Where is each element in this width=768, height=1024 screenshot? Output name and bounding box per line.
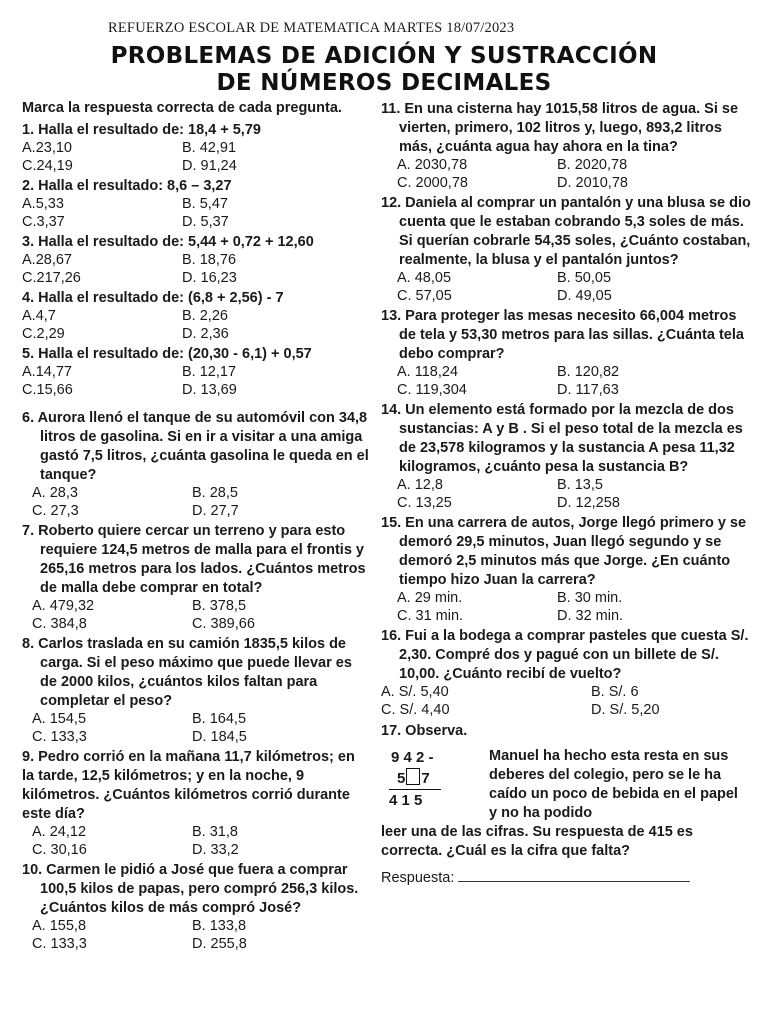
option-c[interactable]: C. S/. 4,40: [381, 701, 450, 718]
option-a[interactable]: A. 48,05: [397, 270, 452, 286]
answer-row: [381, 869, 690, 886]
option-b[interactable]: B. 18,76: [182, 252, 237, 268]
option-d[interactable]: C. 389,66: [192, 615, 255, 632]
question-3: 3. Halla el resultado de: 5,44 + 0,72 + 12,60: [22, 234, 314, 250]
missing-digit-box[interactable]: [406, 768, 420, 785]
option-b[interactable]: B. 13,5: [557, 477, 603, 493]
digit-5: 5: [397, 770, 406, 787]
option-c[interactable]: C.217,26: [22, 269, 81, 286]
option-b[interactable]: B. 164,5: [192, 711, 247, 727]
option-a[interactable]: A. 2030,78: [397, 157, 468, 173]
option-c[interactable]: C. 2000,78: [397, 174, 468, 191]
question-14-options: [381, 477, 753, 512]
worksheet-title-line1: PROBLEMAS DE ADICIÓN Y SUSTRACCIÓN: [110, 43, 658, 69]
option-a[interactable]: A.14,77: [22, 364, 72, 380]
option-a[interactable]: A.5,33: [22, 196, 64, 212]
option-d[interactable]: D. 117,63: [557, 381, 619, 398]
answer-label: Respuesta:: [381, 870, 455, 886]
difference: 4 1 5: [389, 792, 423, 809]
right-column: [381, 100, 753, 886]
option-c[interactable]: C.2,29: [22, 325, 65, 342]
option-d[interactable]: D. 255,8: [192, 935, 247, 952]
option-d[interactable]: D. 91,24: [182, 157, 237, 174]
worksheet-header: REFUERZO ESCOLAR DE MATEMATICA MARTES 18/07/2023: [108, 20, 515, 36]
question-17-prompt: leer una de las cifras. Su respuesta de 415 es correcta. ¿Cuál es la cifra que falta?: [381, 824, 693, 859]
worksheet-title-line2: DE NÚMEROS DECIMALES: [216, 70, 552, 96]
option-a[interactable]: A. 479,32: [32, 598, 95, 614]
option-b[interactable]: B. 2020,78: [557, 157, 628, 173]
option-b[interactable]: B. 133,8: [192, 918, 247, 934]
question-9-options: [22, 824, 370, 859]
question-11: 11. En una cisterna hay 1015,58 litros de agua. Si se vierten, primero, 102 litros y, luego, 893,2 litros más, ¿cuánta agua hay ahora en la tina?: [381, 101, 739, 155]
question-7-options: [22, 598, 370, 633]
question-1-options: [22, 140, 370, 175]
option-a[interactable]: A. 154,5: [32, 711, 87, 727]
question-6: 6. Aurora llenó el tanque de su automóvil con 34,8 litros de gasolina. Si en ir a visitar a una amiga gastó 7,5 litros, ¿cuánta gasolina le queda en el tanque?: [22, 410, 369, 483]
option-a[interactable]: A. 28,3: [32, 485, 78, 501]
option-d[interactable]: D. S/. 5,20: [591, 701, 660, 718]
option-b[interactable]: B. 5,47: [182, 196, 228, 212]
left-column: [22, 100, 370, 955]
option-a[interactable]: A.4,7: [22, 308, 56, 324]
subtraction-line: [389, 768, 441, 790]
option-d[interactable]: D. 5,37: [182, 213, 229, 230]
digit-7: 7: [421, 770, 430, 787]
option-d[interactable]: D. 13,69: [182, 381, 237, 398]
minuend: 9 4 2 -: [391, 749, 434, 766]
option-d[interactable]: D. 32 min.: [557, 607, 624, 624]
question-1: 1. Halla el resultado de: 18,4 + 5,79: [22, 122, 261, 138]
question-9: 9. Pedro corrió en la mañana 11,7 kilómetros; en la tarde, 12,5 kilómetros; y en la noche, 9 kilómetros. ¿Cuántos kilómetros corrió durante este día?: [22, 749, 355, 822]
subtraction-problem: [381, 747, 481, 811]
option-d[interactable]: D. 184,5: [192, 728, 247, 745]
option-d[interactable]: D. 49,05: [557, 287, 612, 304]
question-15-options: [381, 590, 753, 625]
option-b[interactable]: B. 120,82: [557, 364, 620, 380]
question-17: 17. Observa.: [381, 723, 468, 739]
option-b[interactable]: B. 42,91: [182, 140, 237, 156]
question-16-options: [381, 684, 753, 719]
option-c[interactable]: C. 30,16: [32, 841, 87, 858]
question-2: 2. Halla el resultado: 8,6 – 3,27: [22, 178, 232, 194]
instruction: Marca la respuesta correcta de cada pregunta.: [22, 100, 342, 116]
option-b[interactable]: B. 31,8: [192, 824, 238, 840]
question-13-options: [381, 364, 753, 399]
option-d[interactable]: D. 2,36: [182, 325, 229, 342]
question-17-body: [381, 741, 753, 886]
question-12: 12. Daniela al comprar un pantalón y una blusa se dio cuenta que le estaban cobrando 5,3 soles de más. Si querían cobrarle 54,35 soles, ¿Cuánto costaban, realmente, la blusa y el pantalón juntos?: [381, 195, 751, 268]
question-5-options: [22, 364, 370, 399]
option-c[interactable]: C. 13,25: [397, 494, 452, 511]
option-a[interactable]: A. 29 min.: [397, 590, 463, 606]
question-14: 14. Un elemento está formado por la mezcla de dos sustancias: A y B . Si el peso total de la mezcla es de 23,578 kilogramos y la sustancia A pesa 11,32 kilogramos, ¿cuánto pesa la sustancia B?: [381, 402, 743, 475]
option-c[interactable]: C.3,37: [22, 213, 65, 230]
option-d[interactable]: D. 33,2: [192, 841, 239, 858]
question-17-description: Manuel ha hecho esta resta en sus deberes del colegio, pero se le ha caído un poco de bebida en el papel y no ha podido: [489, 748, 738, 821]
question-5: 5. Halla el resultado de: (20,30 - 6,1) + 0,57: [22, 346, 312, 362]
question-8-options: [22, 711, 370, 746]
option-d[interactable]: D. 16,23: [182, 269, 237, 286]
subtrahend: [381, 768, 481, 790]
question-12-options: [381, 270, 753, 305]
question-11-options: [381, 157, 753, 192]
answer-line[interactable]: [458, 869, 690, 882]
question-10-options: [22, 918, 370, 953]
option-b[interactable]: B. 28,5: [192, 485, 238, 501]
question-13: 13. Para proteger las mesas necesito 66,004 metros de tela y 53,30 metros para las sillas. ¿Cuánta tela debo comprar?: [381, 308, 744, 362]
option-c[interactable]: C. 57,05: [397, 287, 452, 304]
option-a[interactable]: A. 24,12: [32, 824, 87, 840]
option-a[interactable]: A.23,10: [22, 140, 72, 156]
option-b[interactable]: B. 50,05: [557, 270, 612, 286]
option-d[interactable]: D. 2010,78: [557, 174, 628, 191]
option-c[interactable]: C.15,66: [22, 381, 73, 398]
question-16: 16. Fui a la bodega a comprar pasteles que cuesta S/. 2,30. Compré dos y pagué con un billete de S/. 10,00. ¿Cuánto recibí de vuelto?: [381, 628, 749, 682]
option-c[interactable]: C. 31 min.: [397, 607, 464, 624]
option-c[interactable]: C. 27,3: [32, 502, 79, 519]
question-4-options: [22, 308, 370, 343]
option-c[interactable]: C. 384,8: [32, 615, 87, 632]
option-a[interactable]: A.28,67: [22, 252, 72, 268]
question-15: 15. En una carrera de autos, Jorge llegó primero y se demoró 29,5 minutos, Juan llegó segundo y se demoró 2,5 minutos más que Jorge. ¿En cuánto tiempo hizo Juan la carrera?: [381, 515, 747, 588]
option-a[interactable]: A. S/. 5,40: [381, 684, 449, 700]
option-b[interactable]: B. 12,17: [182, 364, 237, 380]
option-c[interactable]: C.24,19: [22, 157, 73, 174]
option-b[interactable]: B. 378,5: [192, 598, 247, 614]
question-4: 4. Halla el resultado de: (6,8 + 2,56) - 7: [22, 290, 284, 306]
option-c[interactable]: C. 119,304: [397, 381, 467, 398]
option-a[interactable]: A. 12,8: [397, 477, 443, 493]
question-10: 10. Carmen le pidió a José que fuera a comprar 100,5 kilos de papas, pero compró 256,3 kilos. ¿Cuántos kilos de más compró José?: [22, 862, 359, 916]
question-2-options: [22, 196, 370, 231]
option-a[interactable]: A. 118,24: [397, 364, 459, 380]
option-b[interactable]: B. S/. 6: [591, 684, 639, 700]
option-a[interactable]: A. 155,8: [32, 918, 87, 934]
option-d[interactable]: D. 27,7: [192, 502, 239, 519]
option-c[interactable]: C. 133,3: [32, 935, 87, 952]
option-b[interactable]: B. 30 min.: [557, 590, 623, 606]
question-7: 7. Roberto quiere cercar un terreno y para esto requiere 124,5 metros de malla para el frontis y 265,16 metros para los lados. ¿Cuántos metros de malla debe comprar en total?: [22, 523, 366, 596]
question-6-options: [22, 485, 370, 520]
question-3-options: [22, 252, 370, 287]
option-c[interactable]: C. 133,3: [32, 728, 87, 745]
question-8: 8. Carlos traslada en su camión 1835,5 kilos de carga. Si el peso máximo que puede llevar es de 2000 kilos, ¿cuántos kilos faltan para completar el peso?: [22, 636, 352, 709]
option-b[interactable]: B. 2,26: [182, 308, 228, 324]
option-d[interactable]: D. 12,258: [557, 494, 620, 511]
